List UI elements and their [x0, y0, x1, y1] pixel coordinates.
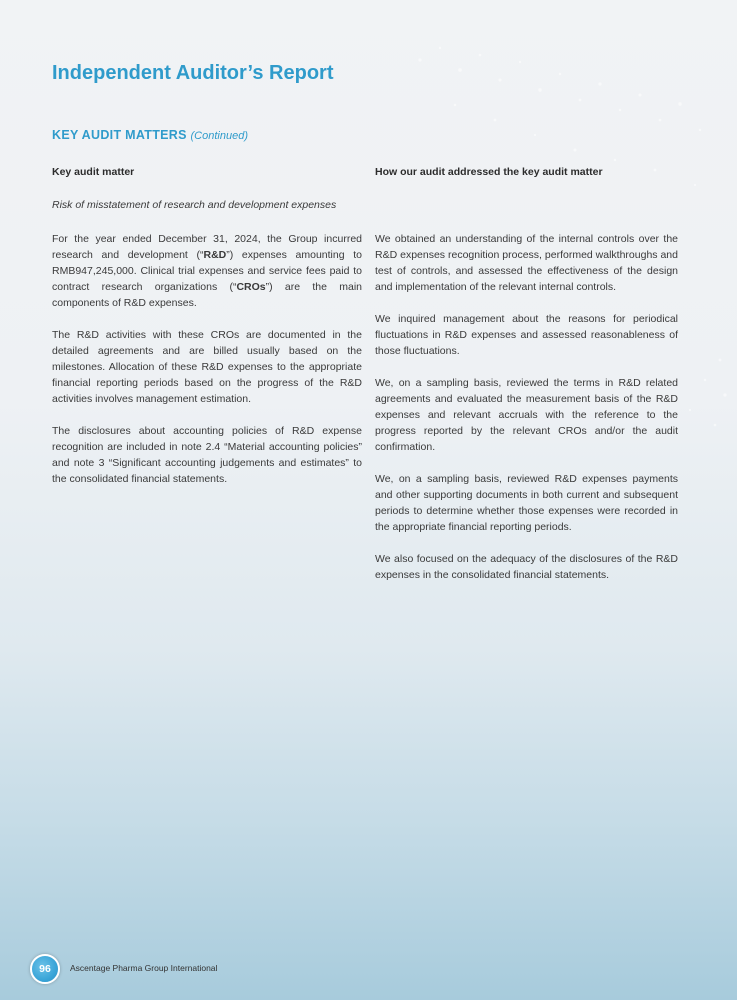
rd-defined-term: R&D	[203, 249, 227, 261]
spacer	[375, 197, 678, 213]
right-paragraph-3: We, on a sampling basis, reviewed the terms in R&D related agreements and evaluated the measurement basis of the R&D expenses and relevant accruals with the reference to the progress reported by the relevant CROs and/or the audit confirmation.	[375, 377, 678, 453]
page-title: Independent Auditor’s Report	[52, 62, 334, 84]
left-paragraph-3: The disclosures about accounting policies of R&D expense recognition are included in note 2.4 “Material accounting policies” and note 3 “Significant accounting judgements and estimates” to the consolidated financial statements.	[52, 425, 362, 485]
right-paragraph-4: We, on a sampling basis, reviewed R&D expenses payments and other supporting documents in both current and subsequent periods to determine whether those expenses were recorded in the appropriate financial reporting periods.	[375, 473, 678, 533]
risk-title: Risk of misstatement of research and development expenses	[52, 199, 337, 211]
section-heading-text: KEY AUDIT MATTERS	[52, 128, 187, 142]
key-audit-matter-heading: Key audit matter	[52, 166, 135, 178]
right-paragraph-5: We also focused on the adequacy of the disclosures of the R&D expenses in the consolidated financial statements.	[375, 553, 678, 581]
left-paragraph-2: The R&D activities with these CROs are documented in the detailed agreements and are billed usually based on the milestones. Allocation of these R&D expenses to the appropriate financial reporting periods based on the progress of the R&D activities involves management estimation.	[52, 329, 362, 405]
footer-company-name: Ascentage Pharma Group International	[70, 963, 218, 973]
right-paragraph-2: We inquired management about the reasons for periodical fluctuations in R&D expenses and assessed reasonableness of those fluctuations.	[375, 313, 678, 357]
cros-defined-term: CROs	[236, 281, 266, 293]
right-paragraph-1: We obtained an understanding of the internal controls over the R&D expenses recognition process, performed walkthroughs and test of controls, and assessed the effectiveness of the design and implementation of the relevant internal controls.	[375, 233, 678, 293]
text-run: ”) are the main components of R&D expenses.	[52, 281, 362, 309]
left-paragraph-1	[52, 231, 362, 311]
text-run: For the year ended December 31, 2024, the Group incurred research and development (“	[52, 233, 362, 261]
section-heading	[52, 128, 248, 142]
section-continued-label: (Continued)	[190, 130, 248, 142]
key-audit-matter-column	[52, 164, 362, 503]
page-number-badge: 96	[30, 954, 60, 984]
text-run: ”) expenses amounting to RMB947,245,000. Clinical trial expenses and service fees paid to contract research organizations (“	[52, 249, 362, 293]
audit-response-column	[375, 164, 678, 599]
audit-response-heading: How our audit addressed the key audit matter	[375, 166, 603, 178]
